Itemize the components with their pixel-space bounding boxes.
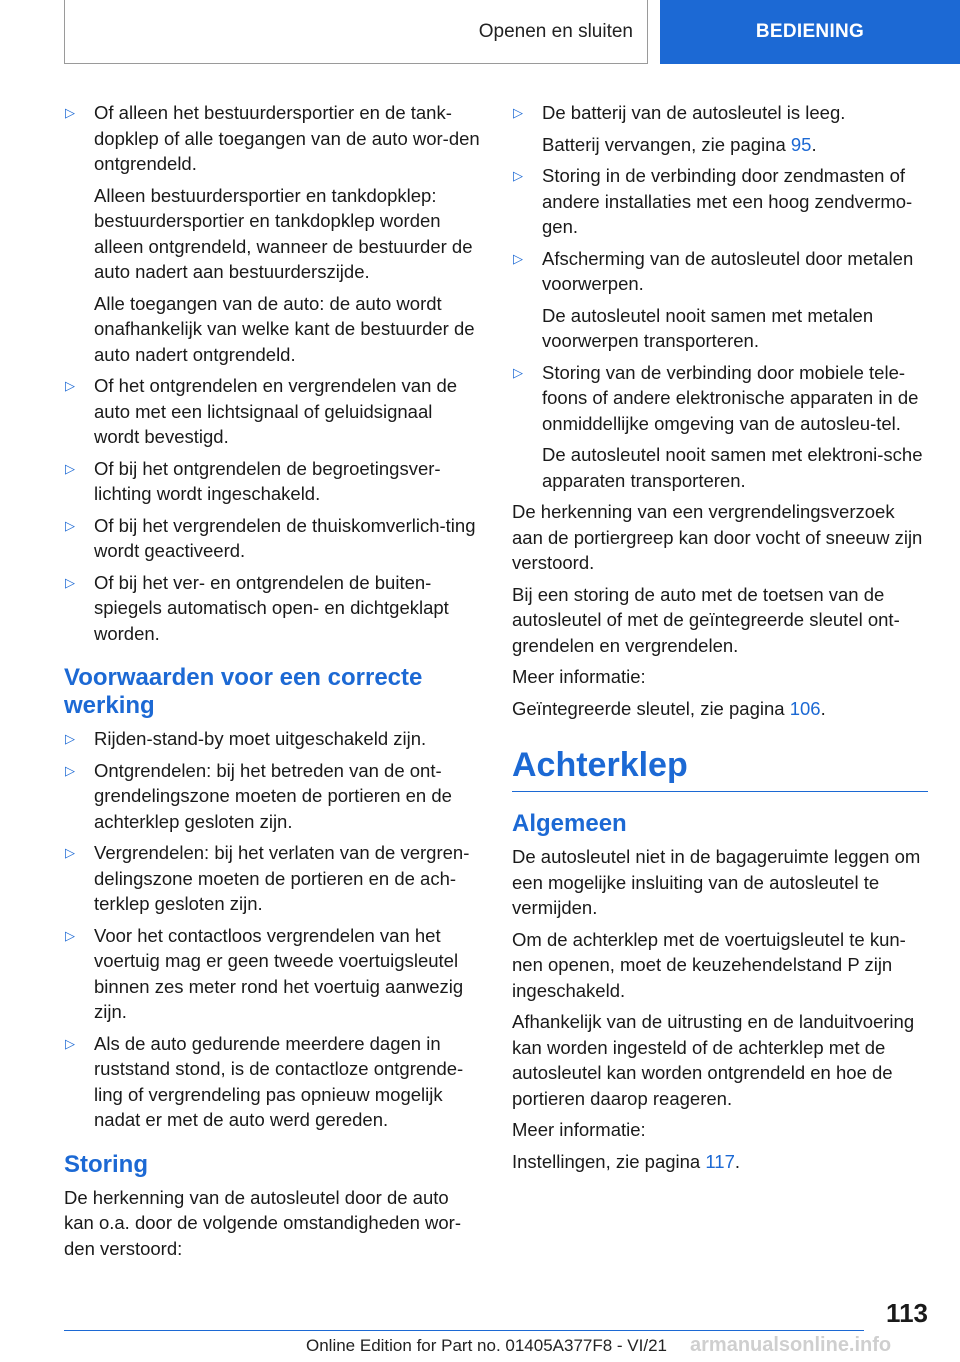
- list-item: ▷ Of alleen het bestuurdersportier en de tank-dopklep of alle toegangen van de auto wor-den ontgrendeld.: [65, 102, 480, 174]
- list-item: ▷ Ontgrendelen: bij het betreden van de ont-grendelingszone moeten de portieren en de achterklep gesloten zijn.: [65, 759, 452, 832]
- list-item: ▷ Als de auto gedurende meerdere dagen in ruststand stond, is de contactloze ontgrende-ling of vergrendeling pas opnieuw mogelijk nadat er met de auto werd gereden.: [65, 1032, 464, 1130]
- bullet-triangle-icon: ▷: [65, 517, 75, 533]
- footer-divider: [64, 1330, 864, 1331]
- page-number: 113: [886, 1298, 928, 1328]
- list-item: ▷ Vergrendelen: bij het verlaten van de vergren-delingszone moeten de portieren en de ach-terklep gesloten zijn.: [65, 842, 470, 914]
- list-item: ▷ Of het ontgrendelen en vergrendelen van de auto met een lichtsignaal of geluidsignaal wordt bevestigd.: [65, 375, 458, 447]
- sub-paragraph: Alle toegangen van de auto: de auto wordt onafhankelijk van welke kant de bestuurder de auto nadert ontgrendeld.: [94, 292, 475, 365]
- bullet-triangle-icon: ▷: [65, 731, 75, 746]
- paragraph: Bij een storing de auto met de toetsen van de autosleutel of met de geïntegreerde sleutel ont-grendelen en vergrendelen.: [512, 583, 900, 656]
- paragraph: Geïntegreerde sleutel, zie pagina 106.: [512, 697, 826, 719]
- paragraph: Om de achterklep met de voertuigsleutel te kun-nen openen, moet de keuzehendelstand P zijn ingeschakeld.: [512, 928, 906, 1001]
- left-column: [64, 100, 480, 1267]
- watermark: armanualsonline.info: [690, 1334, 892, 1356]
- list-item: ▷ Voor het contactloos vergrendelen van het voertuig mag er geen tweede voertuigsleutel binnen zes meter rond het voertuig aanwezig zijn.: [65, 924, 464, 1022]
- sub-paragraph: De autosleutel nooit samen met elektroni-sche apparaten transporteren.: [542, 444, 923, 491]
- paragraph: De autosleutel niet in de bagageruimte leggen om een mogelijke insluiting van de autosleutel te vermijden.: [512, 846, 921, 918]
- bullet-triangle-icon: ▷: [65, 1035, 75, 1051]
- bullet-triangle-icon: ▷: [65, 378, 75, 393]
- list-item: ▷ Of bij het ver- en ontgrendelen de buiten-spiegels automatisch open- en dichtgeklapt worden.: [65, 571, 449, 644]
- sub-paragraph: De autosleutel nooit samen met metalen voorwerpen transporteren.: [542, 304, 874, 351]
- list-item: ▷ Of bij het vergrendelen de thuiskomverlich-ting wordt geactiveerd.: [65, 514, 476, 561]
- list-item: ▷ Of bij het ontgrendelen de begroetingsver-lichting wordt ingeschakeld.: [65, 457, 441, 504]
- right-column: [512, 100, 928, 1180]
- paragraph: Afhankelijk van de uitrusting en de landuitvoering kan worden ingesteld of de achterklep met de autosleutel kan worden ontgrendeld en hoe de portieren daarop reageren.: [512, 1011, 915, 1109]
- bullet-triangle-icon: ▷: [65, 762, 75, 778]
- heading-fault: Storing: [64, 1150, 148, 1178]
- header-section-title: Openen en sluiten: [478, 20, 633, 42]
- header-chapter-title: BEDIENING: [755, 21, 865, 42]
- sub-paragraph: Alleen bestuurdersportier en tankdopklep: bestuurdersportier en tankdopklep worden alleen ontgrendeld, wanneer de bestuurder de auto nadert aan bestuurderszijde.: [94, 184, 473, 282]
- heading-conditions: Voorwaarden voor een correcte werking: [64, 664, 423, 719]
- bullet-triangle-icon: ▷: [65, 460, 75, 476]
- page-link-117[interactable]: 117: [705, 1150, 735, 1172]
- header-section-tab: [64, 0, 648, 64]
- fault-paragraph: De herkenning van de autosleutel door de auto kan o.a. door de volgende omstandigheden wor-den verstoord:: [64, 1186, 461, 1259]
- page-link-106[interactable]: 106: [789, 697, 821, 719]
- bullet-triangle-icon: ▷: [65, 105, 75, 120]
- sub-paragraph: Batterij vervangen, zie pagina 95.: [542, 133, 817, 155]
- bullet-triangle-icon: ▷: [513, 364, 523, 380]
- bullet-triangle-icon: ▷: [513, 105, 523, 120]
- paragraph: Meer informatie:: [512, 666, 646, 687]
- paragraph: Instellingen, zie pagina 117.: [512, 1150, 740, 1172]
- list-item: ▷ Afscherming van de autosleutel door metalen voorwerpen.: [513, 247, 914, 294]
- bullet-triangle-icon: ▷: [513, 168, 523, 183]
- heading-tailgate: Achterklep: [512, 745, 928, 792]
- list-item: ▷ Rijden-stand-by moet uitgeschakeld zijn.: [64, 726, 480, 752]
- bullet-triangle-icon: ▷: [513, 250, 523, 266]
- list-item: ▷ Storing van de verbinding door mobiele tele-foons of andere elektronische apparaten in de onmiddellijke omgeving van de autosleu-tel.: [513, 361, 919, 434]
- footer-edition: Online Edition for Part no. 01405A377F8 - VI/21: [306, 1336, 668, 1355]
- heading-general: Algemeen: [512, 810, 627, 837]
- header-chapter-tab[interactable]: [660, 0, 960, 64]
- paragraph: De herkenning van een vergrendelingsverzoek aan de portiergreep kan door vocht of sneeuw zijn verstoord.: [512, 501, 923, 573]
- bullet-triangle-icon: ▷: [65, 927, 75, 943]
- bullet-triangle-icon: ▷: [65, 574, 75, 590]
- paragraph: Meer informatie:: [512, 1119, 646, 1140]
- bullet-triangle-icon: ▷: [65, 845, 75, 860]
- page-link-95[interactable]: 95: [790, 133, 812, 155]
- list-item: ▷ De batterij van de autosleutel is leeg.: [512, 100, 928, 126]
- list-item: ▷ Storing in de verbinding door zendmasten of andere installaties met een hoog zendvermo-gen.: [513, 165, 913, 237]
